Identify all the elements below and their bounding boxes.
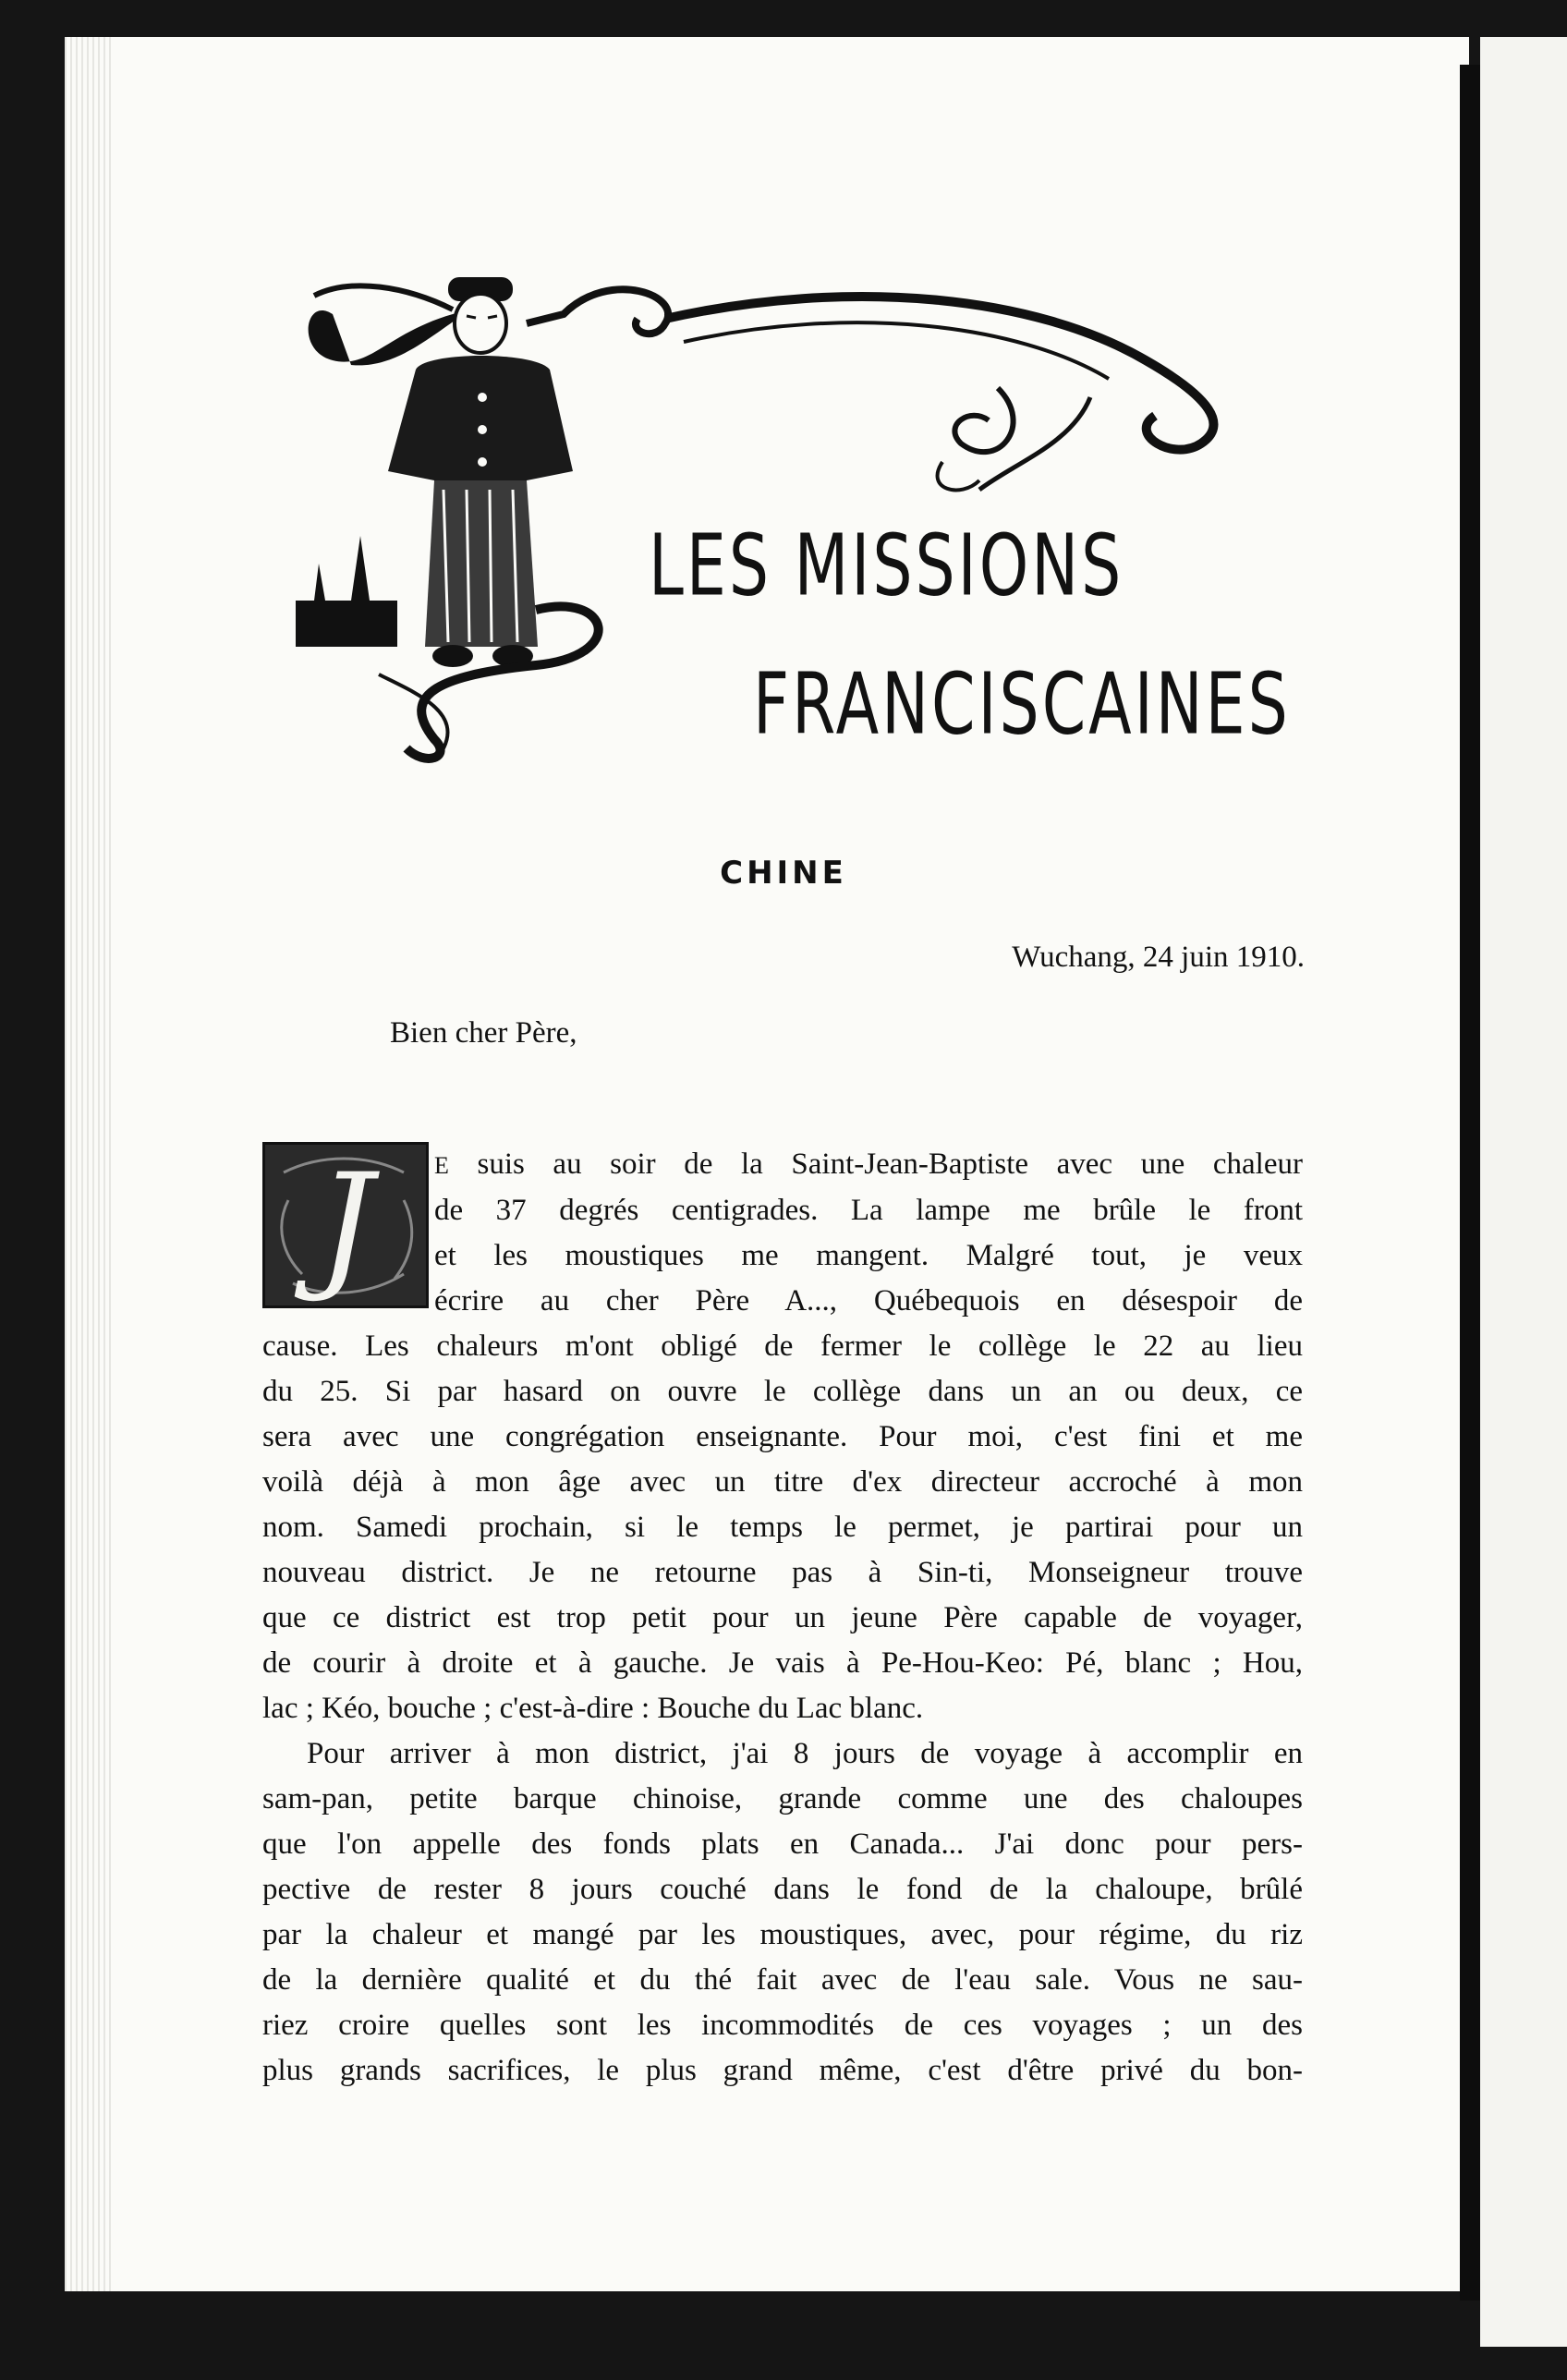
text-line: cause. Les chaleurs m'ont obligé de fermer le collège le 22 au lieu — [262, 1330, 1303, 1363]
text-line: plus grands sacrifices, le plus grand même, c'est d'être privé du bon- — [262, 2054, 1303, 2087]
text-line: de la dernière qualité et du thé fait avec de l'eau sale. Vous ne sau- — [262, 1963, 1303, 1997]
text-line: que ce district est trop petit pour un jeune Père capable de voyager, — [262, 1601, 1303, 1634]
text-line: écrire au cher Père A..., Québequois en désespoir de — [434, 1284, 1303, 1318]
text-line: lac ; Kéo, bouche ; c'est-à-dire : Bouche du Lac blanc. — [262, 1692, 924, 1725]
text-line: E suis au soir de la Saint-Jean-Baptiste avec une chaleur — [434, 1148, 1303, 1181]
book-gutter — [1460, 65, 1480, 2301]
text-line: sam-pan, petite barque chinoise, grande comme une des chaloupes — [262, 1782, 1303, 1815]
text-line: du 25. Si par hasard on ouvre le collège dans un an ou deux, ce — [262, 1375, 1303, 1408]
salutation: Bien cher Père, — [390, 1016, 577, 1050]
text-line: nouveau district. Je ne retourne pas à Sin-ti, Monseigneur trouve — [262, 1556, 1303, 1589]
text-line: pective de rester 8 jours couché dans le fond de la chaloupe, brûlé — [262, 1873, 1303, 1906]
letter-body — [262, 1142, 1303, 2094]
text-line: sera avec une congrégation enseignante. Pour moi, c'est fini et me — [262, 1420, 1303, 1453]
title-line-1: LES MISSIONS — [649, 517, 1124, 616]
title-line-2: FRANCISCAINES — [753, 656, 1291, 755]
page-stack-edge — [65, 37, 111, 2291]
text-line: riez croire quelles sont les incommodités de ces voyages ; un des — [262, 2009, 1303, 2042]
text-line: de 37 degrés centigrades. La lampe me brûle le front — [434, 1194, 1303, 1227]
text-line: voilà déjà à mon âge avec un titre d'ex directeur accroché à mon — [262, 1465, 1303, 1499]
text-line: et les moustiques me mangent. Malgré tout, je veux — [434, 1239, 1303, 1272]
first-word-rest: E — [434, 1152, 449, 1179]
text-line: nom. Samedi prochain, si le temps le permet, je partirai pour un — [262, 1511, 1303, 1544]
text-line: que l'on appelle des fonds plats en Canada... J'ai donc pour pers- — [262, 1828, 1303, 1861]
section-heading: CHINE — [720, 855, 847, 892]
adjacent-page-edge — [1480, 37, 1567, 2347]
dropcap-letter: J — [317, 1145, 374, 1305]
text-line: Pour arriver à mon district, j'ai 8 jours de voyage à accomplir en — [307, 1737, 1303, 1770]
text-line: de courir à droite et à gauche. Je vais à Pe-Hou-Keo: Pé, blanc ; Hou, — [262, 1646, 1303, 1680]
dateline: Wuchang, 24 juin 1910. — [1012, 941, 1305, 974]
text-line: par la chaleur et mangé par les moustiques, avec, pour régime, du riz — [262, 1918, 1303, 1951]
